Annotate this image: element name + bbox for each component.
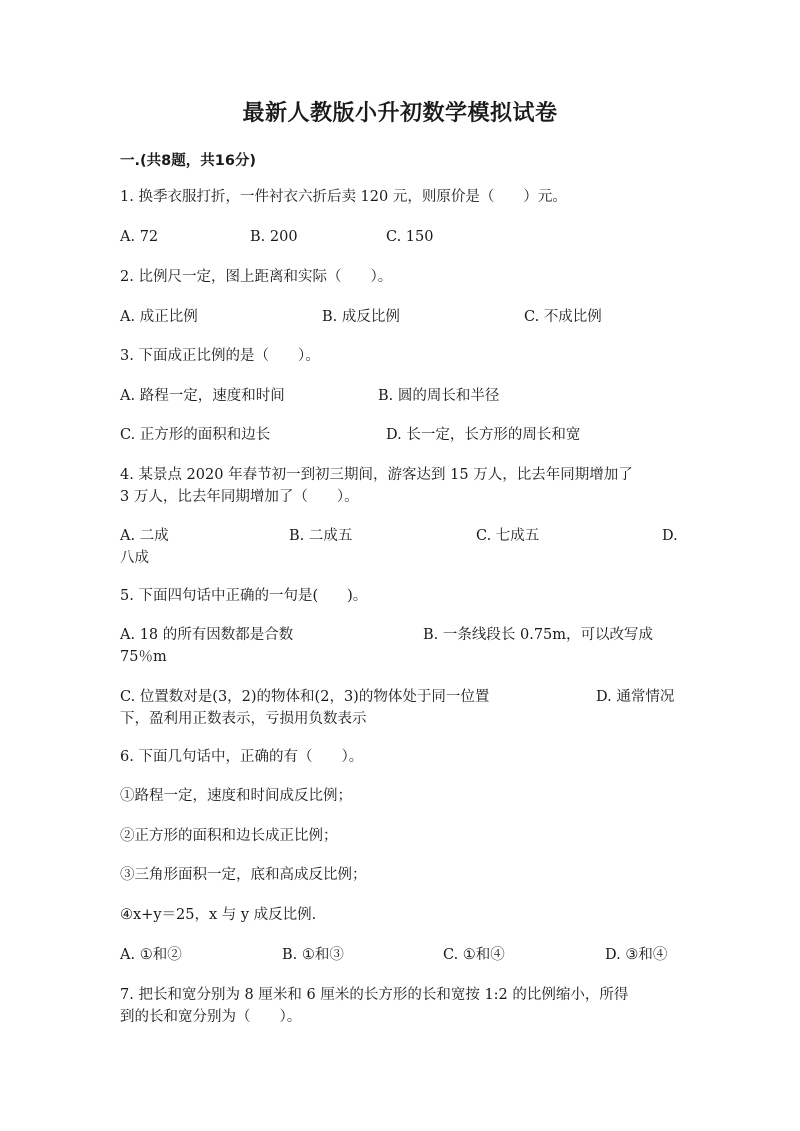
question-5-option-b: B. 一条线段长 0.75m，可以改写成 <box>423 627 654 643</box>
question-6-stem: 6. 下面几句话中，正确的有（ ）。 <box>120 749 364 765</box>
question-6-option-d: D. ③和④ <box>605 947 668 963</box>
question-6-option-c: C. ①和④ <box>443 947 505 963</box>
question-5-option-d-continued: 下，盈利用正数表示，亏损用负数表示 <box>120 711 367 727</box>
question-3-option-d: D. 长一定，长方形的周长和宽 <box>386 427 581 443</box>
question-4-stem-line-1: 4. 某景点 2020 年春节初一到初三期间，游客达到 15 万人，比去年同期增加了 <box>120 467 633 483</box>
question-1-stem: 1. 换季衣服打折，一件衬衣六折后卖 120 元，则原价是（ ）元。 <box>120 189 567 205</box>
question-3-option-b: B. 圆的周长和半径 <box>378 388 500 404</box>
question-3-stem: 3. 下面成正比例的是（ ）。 <box>120 348 320 364</box>
question-7-stem-line-1: 7. 把长和宽分别为 8 厘米和 6 厘米的长方形的长和宽按 1:2 的比例缩小，所得 <box>120 987 629 1003</box>
question-4-option-d: D. <box>662 528 678 544</box>
question-4-option-d-continued: 八成 <box>120 550 149 566</box>
question-4-stem-line-2: 3 万人，比去年同期增加了（ ）。 <box>120 489 359 505</box>
question-6-option-b: B. ①和③ <box>282 947 344 963</box>
question-5-option-c: C. 位置数对是(3，2)的物体和(2，3)的物体处于同一位置 <box>120 689 490 705</box>
question-5-option-a: A. 18 的所有因数都是合数 <box>120 627 294 643</box>
question-6-option-a: A. ①和② <box>120 947 182 963</box>
question-2-option-b: B. 成反比例 <box>322 309 400 325</box>
question-7-stem-line-2: 到的长和宽分别为（ ）。 <box>120 1009 302 1025</box>
question-2-stem: 2. 比例尺一定，图上距离和实际（ ）。 <box>120 269 393 285</box>
question-6-statement-1: ①路程一定，速度和时间成反比例； <box>120 788 352 804</box>
question-6-statement-4: ④x+y＝25，x 与 y 成反比例. <box>120 907 317 923</box>
question-3-option-c: C. 正方形的面积和边长 <box>120 427 271 443</box>
question-6-statement-3: ③三角形面积一定，底和高成反比例； <box>120 867 367 883</box>
question-5-stem: 5. 下面四句话中正确的一句是( )。 <box>120 588 368 604</box>
question-1-option-a: A. 72 <box>120 229 159 245</box>
question-1-option-b: B. 200 <box>250 229 298 245</box>
question-2-option-c: C. 不成比例 <box>524 309 602 325</box>
question-1-option-c: C. 150 <box>386 229 434 245</box>
question-4-option-a: A. 二成 <box>120 528 169 544</box>
question-3-option-a: A. 路程一定，速度和时间 <box>120 388 285 404</box>
question-4-option-c: C. 七成五 <box>476 528 540 544</box>
question-5-option-b-continued: 75％m <box>120 649 167 665</box>
question-6-statement-2: ②正方形的面积和边长成正比例； <box>120 828 338 844</box>
question-5-option-d: D. 通常情况 <box>596 689 675 705</box>
question-2-option-a: A. 成正比例 <box>120 309 198 325</box>
section-heading: 一.(共8题，共16分) <box>120 153 257 169</box>
question-4-option-b: B. 二成五 <box>289 528 353 544</box>
page-title: 最新人教版小升初数学模拟试卷 <box>242 101 558 126</box>
